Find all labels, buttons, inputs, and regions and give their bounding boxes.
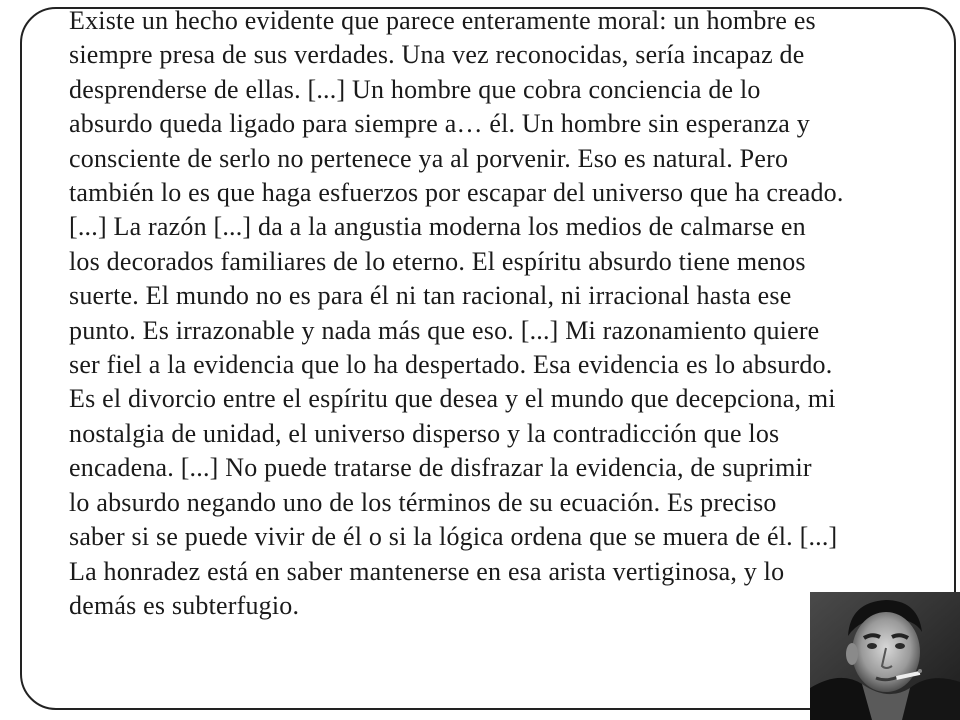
author-portrait — [810, 592, 960, 720]
quote-line: nostalgia de unidad, el universo disperso y la contradicción que los — [69, 418, 780, 448]
quote-line: también lo es que haga esfuerzos por escapar del universo que ha creado. — [69, 178, 844, 208]
quote-line: consciente de serlo no pertenece ya al porvenir. Eso es natural. Pero — [69, 143, 789, 173]
quote-line: los decorados familiares de lo eterno. El espíritu absurdo tiene menos — [69, 246, 806, 276]
quote-line: absurdo queda ligado para siempre a… él. Un hombre sin esperanza y — [69, 109, 810, 139]
quote-line: saber si se puede vivir de él o si la lógica ordena que se muera de él. [...] — [69, 522, 838, 552]
quote-line: Es el divorcio entre el espíritu que desea y el mundo que decepciona, mi — [69, 384, 836, 414]
author-portrait-icon — [810, 592, 960, 720]
quote-line: lo absurdo negando uno de los términos de su ecuación. Es preciso — [69, 487, 777, 517]
quote-text — [69, 4, 949, 623]
quote-line: siempre presa de sus verdades. Una vez reconocidas, sería incapaz de — [69, 40, 805, 70]
quote-line: demás es subterfugio. — [69, 590, 300, 620]
quote-line: [...] La razón [...] da a la angustia moderna los medios de calmarse en — [69, 212, 806, 242]
quote-line: encadena. [...] No puede tratarse de disfrazar la evidencia, de suprimir — [69, 453, 812, 483]
quote-line: ser fiel a la evidencia que lo ha despertado. Esa evidencia es lo absurdo. — [69, 350, 833, 380]
quote-line: desprenderse de ellas. [...] Un hombre que cobra conciencia de lo — [69, 74, 761, 104]
quote-line: suerte. El mundo no es para él ni tan racional, ni irracional hasta ese — [69, 281, 792, 311]
quote-line: punto. Es irrazonable y nada más que eso. [...] Mi razonamiento quiere — [69, 315, 820, 345]
quote-line: La honradez está en saber mantenerse en esa arista vertiginosa, y lo — [69, 556, 785, 586]
quote-line: Existe un hecho evidente que parece enteramente moral: un hombre es — [69, 6, 816, 35]
